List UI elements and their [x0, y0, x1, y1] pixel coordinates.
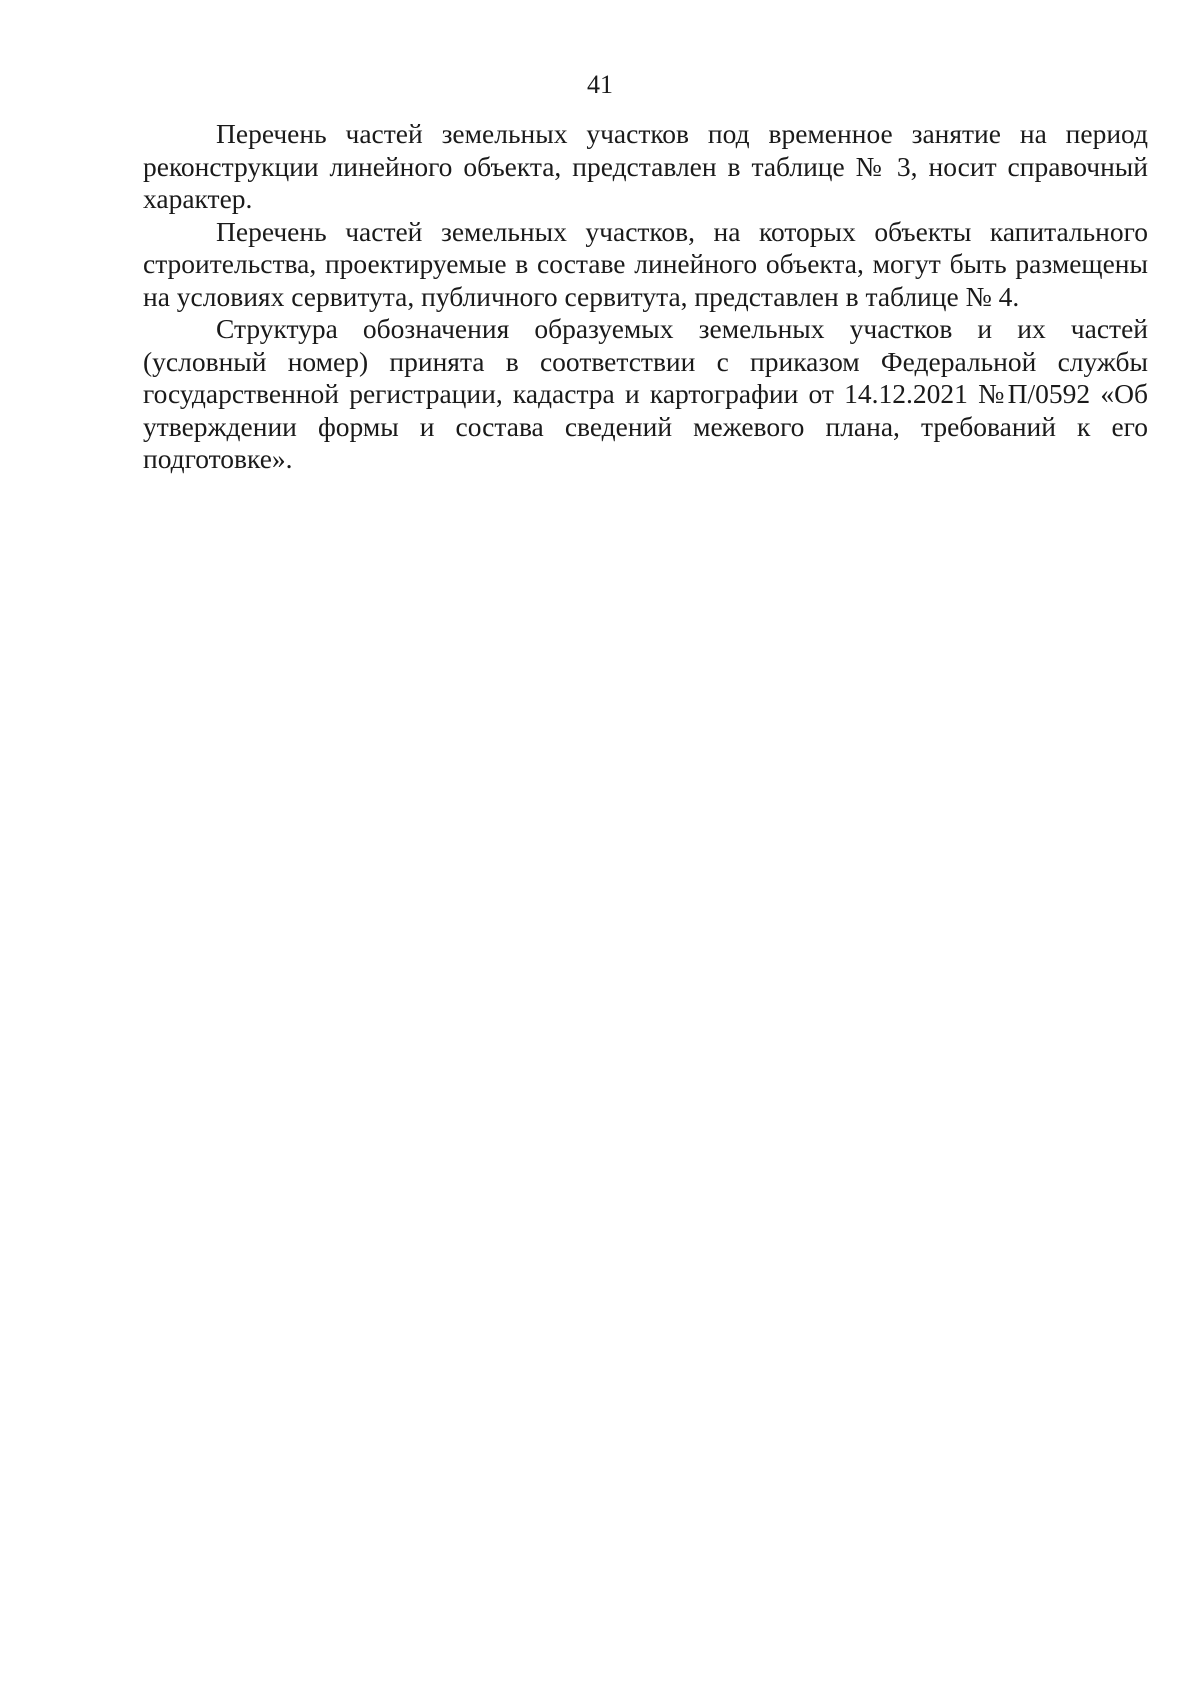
- paragraph-temporary-land-parts: Перечень частей земельных участков под временное занятие на период реконструкции линейного объекта, представлен в таблице № 3, носит справочный характер.: [143, 118, 1148, 214]
- page-number: 41: [587, 70, 613, 99]
- paragraph-servitude-land-parts: Перечень частей земельных участков, на которых объекты капитального строительства, проектируемые в составе линейного объекта, могут быть размещены на условиях сервитута, публичного сервитута, представлен в таблице № 4.: [143, 215, 1148, 312]
- paragraph-numbering-structure: Структура обозначения образуемых земельных участков и их частей (условный номер) принята в соответствии с приказом Федеральной службы государственной регистрации, кадастра и картографии от 14.12.2021 №П/0592 «Об утверждении формы и состава сведений межевого плана, требований к его подготовке».: [143, 313, 1148, 474]
- document-body: [143, 118, 1148, 476]
